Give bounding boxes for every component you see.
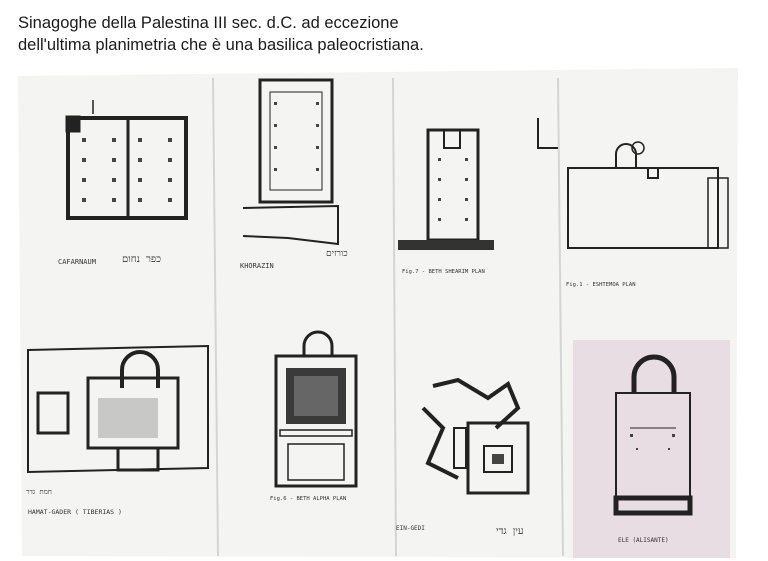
plans-photocopy [18, 68, 738, 558]
plan-label-7b: עין גדי [496, 526, 524, 537]
plan-label-2: KHORAZIN [240, 262, 274, 270]
plans-image [18, 68, 738, 558]
plan-label-1: CAFARNAUM [58, 258, 96, 266]
plan-label-7: EIN-GEDI [396, 525, 425, 532]
slide-caption [18, 12, 618, 56]
plan-label-3: Fig.7 - BETH SHEARIM PLAN [402, 269, 485, 275]
caption-line-2: dell'ultima planimetria che è una basilica paleocristiana. [18, 36, 424, 54]
caption-line-1: Sinagoghe della Palestina III sec. d.C. ad eccezione [18, 14, 399, 32]
plan-label-1b: כפר נחום [122, 254, 162, 265]
plan-label-6: Fig.6 - BETH ALPHA PLAN [270, 496, 347, 502]
plan-label-5b: חמת גדר [26, 488, 52, 496]
plan-label-4: Fig.1 - ESHTEMOA PLAN [566, 282, 636, 288]
plan-label-2b: כורזים [326, 249, 348, 259]
highlight-box [573, 340, 730, 558]
plan-label-5: HAMAT-GADER ( TIBERIAS ) [28, 508, 122, 516]
plan-label-8: ELE (ALISANTE) [618, 537, 669, 544]
